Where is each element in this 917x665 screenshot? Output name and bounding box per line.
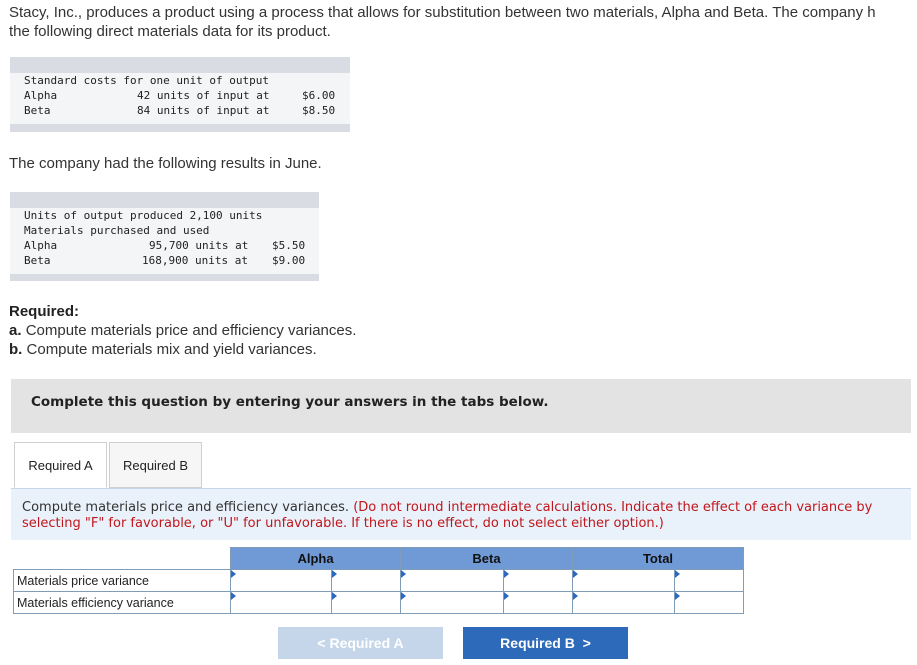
table-row xyxy=(14,570,744,592)
problem-intro xyxy=(9,3,914,41)
results-alpha-name: Alpha xyxy=(24,239,58,252)
alpha-price-effect-select[interactable] xyxy=(332,570,401,592)
results-beta-qty: 168,900 units at xyxy=(142,254,248,267)
box-bottom-bar xyxy=(10,124,350,132)
tab-required-b[interactable] xyxy=(109,442,202,488)
required-b-text: Compute materials mix and yield variances. xyxy=(26,341,317,358)
task-instruction xyxy=(22,500,892,532)
table-row xyxy=(14,592,744,614)
results-box xyxy=(10,192,319,281)
intro-line-2: the following direct materials data for its product. xyxy=(9,23,331,40)
task-instruction-panel xyxy=(11,488,911,540)
next-required-b-button[interactable] xyxy=(463,627,628,659)
standard-beta-price: $8.50 xyxy=(302,104,336,117)
alpha-price-amount-input[interactable] xyxy=(231,570,332,592)
required-heading: Required: xyxy=(9,303,80,320)
instruction-main: Compute materials price and efficiency variances. xyxy=(22,500,350,515)
required-b xyxy=(9,340,317,359)
results-alpha-price: $5.50 xyxy=(272,239,306,252)
results-beta-name: Beta xyxy=(24,254,51,267)
results-alpha-qty: 95,700 units at xyxy=(149,239,249,252)
standard-beta-qty: 84 units of input at xyxy=(137,104,270,117)
results-output-line: Units of output produced 2,100 units xyxy=(24,209,263,222)
standard-alpha-price: $6.00 xyxy=(302,89,336,102)
box-top-bar xyxy=(10,192,319,208)
tab-required-b-label: Required B xyxy=(122,458,189,473)
beta-efficiency-amount-input[interactable] xyxy=(401,592,504,614)
row-label-price-variance: Materials price variance xyxy=(14,570,231,592)
required-a-text: Compute materials price and efficiency variances. xyxy=(25,322,357,339)
prev-required-a-button[interactable] xyxy=(278,627,443,659)
results-materials-line: Materials purchased and used xyxy=(24,224,210,237)
row-label-efficiency-variance: Materials efficiency variance xyxy=(14,592,231,614)
instruction-note: (Do not round intermediate calculations. Indicate the effect of each variance by selecting "F" for favorable, or "U" for unfavorable. If there is no effect, do not select either option.) xyxy=(22,500,873,531)
table-header-row xyxy=(14,548,744,570)
total-efficiency-amount-input[interactable] xyxy=(573,592,675,614)
total-efficiency-effect-select[interactable] xyxy=(675,592,744,614)
variance-table xyxy=(13,547,744,614)
standard-alpha-name: Alpha xyxy=(24,89,58,102)
total-price-amount-input[interactable] xyxy=(573,570,675,592)
tab-required-a[interactable] xyxy=(14,442,107,488)
alpha-efficiency-effect-select[interactable] xyxy=(332,592,401,614)
results-beta-price: $9.00 xyxy=(272,254,306,267)
column-header-total: Total xyxy=(573,548,744,570)
tab-required-a-label: Required A xyxy=(28,458,93,473)
beta-efficiency-effect-select[interactable] xyxy=(504,592,573,614)
standard-alpha-qty: 42 units of input at xyxy=(137,89,270,102)
results-intro: The company had the following results in June. xyxy=(9,155,322,172)
column-header-alpha: Alpha xyxy=(231,548,401,570)
required-a-prefix: a. xyxy=(9,322,22,339)
beta-price-effect-select[interactable] xyxy=(504,570,573,592)
column-header-beta: Beta xyxy=(401,548,573,570)
box-bottom-bar xyxy=(10,274,319,281)
beta-price-amount-input[interactable] xyxy=(401,570,504,592)
required-a xyxy=(9,321,356,340)
total-price-effect-select[interactable] xyxy=(675,570,744,592)
chevron-left-icon: < xyxy=(317,635,330,651)
box-top-bar xyxy=(10,57,350,73)
standard-beta-name: Beta xyxy=(24,104,51,117)
intro-line-1: Stacy, Inc., produces a product using a process that allows for substitution between two materials, Alpha and Beta. The company h xyxy=(9,4,876,21)
alpha-efficiency-amount-input[interactable] xyxy=(231,592,332,614)
header-blank xyxy=(14,548,231,570)
standard-header: Standard costs for one unit of output xyxy=(24,74,270,87)
prev-button-label: Required A xyxy=(329,635,404,651)
standard-costs-box xyxy=(10,57,350,132)
banner-text: Complete this question by entering your answers in the tabs below. xyxy=(31,394,549,410)
next-button-label: Required B xyxy=(500,635,575,651)
chevron-right-icon: > xyxy=(574,635,591,651)
instructions-banner xyxy=(11,379,911,433)
required-b-prefix: b. xyxy=(9,341,23,358)
